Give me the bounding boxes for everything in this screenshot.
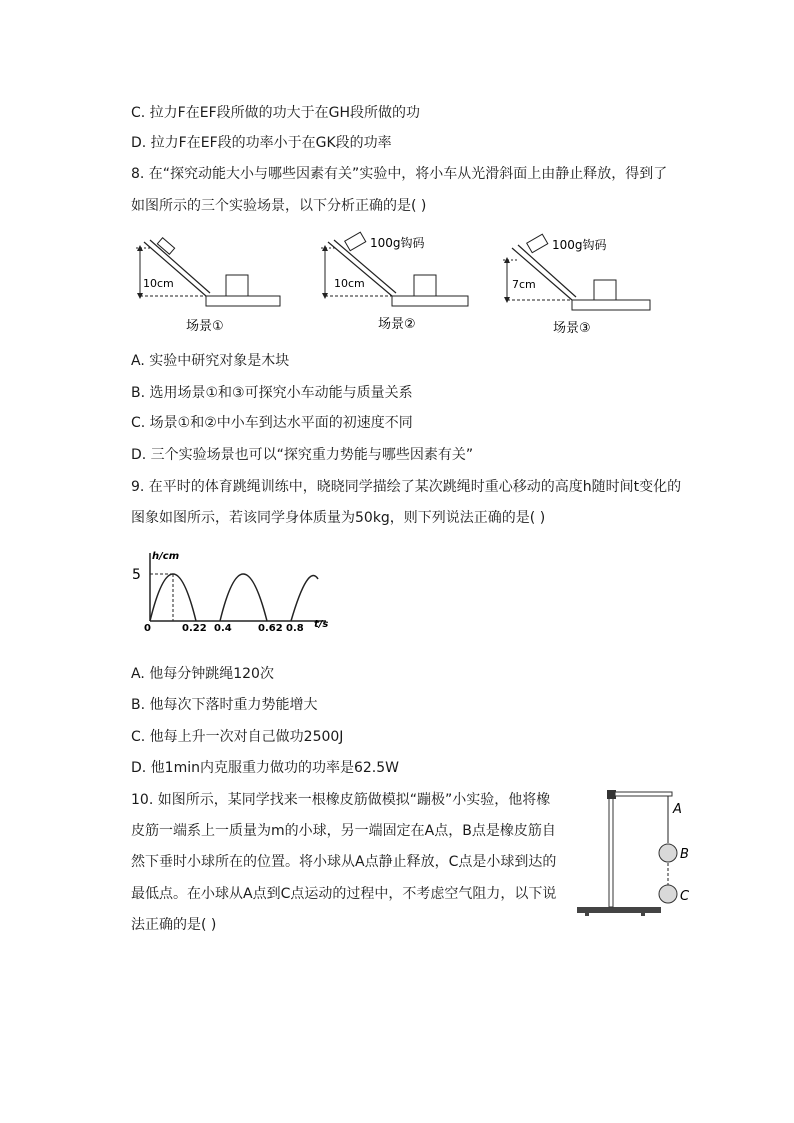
option-c-q9: C. 他每上升一次对自己做功2500J bbox=[131, 729, 344, 745]
option-b-q8: B. 选用场景①和③可探究小车动能与质量关系 bbox=[131, 385, 413, 401]
question-8-stem-cont: 如图所示的三个实验场景，以下分析正确的是( ) bbox=[131, 198, 427, 214]
bungee-apparatus bbox=[575, 785, 700, 920]
point-a-label: A bbox=[673, 802, 682, 817]
option-d-q7: D. 拉力F在EF段的功率小于在GK段的功率 bbox=[131, 135, 392, 151]
scene-3-height: 7cm bbox=[512, 278, 536, 291]
option-a-q8: A. 实验中研究对象是木块 bbox=[131, 353, 290, 369]
question-10-stem-cont-1: 皮筋一端系上一质量为m的小球，另一端固定在A点，B点是橡皮筋自 bbox=[131, 823, 556, 839]
graph-x-tick-4: 0.8 bbox=[286, 623, 304, 634]
question-10-stem-cont-2: 然下垂时小球所在的位置。将小球从A点静止释放，C点是小球到达的 bbox=[131, 854, 557, 870]
question-9-stem: 9. 在平时的体育跳绳训练中，晓晓同学描绘了某次跳绳时重心移动的高度h随时间t变化的 bbox=[131, 479, 682, 495]
scene-3 bbox=[503, 234, 650, 336]
scene-1 bbox=[136, 238, 280, 334]
scene-1-height: 10cm bbox=[143, 277, 174, 290]
option-b-q9: B. 他每次下落时重力势能增大 bbox=[131, 697, 318, 713]
graph-x-label: t/s bbox=[314, 619, 329, 630]
option-a-q9: A. 他每分钟跳绳120次 bbox=[131, 666, 274, 682]
option-c-q8: C. 场景①和②中小车到达水平面的初速度不同 bbox=[131, 415, 413, 431]
question-8-stem: 8. 在“探究动能大小与哪些因素有关”实验中，将小车从光滑斜面上由静止释放，得到了 bbox=[131, 166, 668, 182]
scene-3-caption: 场景③ bbox=[553, 321, 591, 336]
scene-2-weight: 100g钩码 bbox=[370, 236, 425, 250]
graph-y-label: h/cm bbox=[152, 551, 180, 562]
question-10-stem-cont-3: 最低点。在小球从A点到C点运动的过程中，不考虑空气阻力，以下说 bbox=[131, 886, 557, 902]
question-10-stem-cont-4: 法正确的是( ) bbox=[131, 917, 217, 933]
question-9-stem-cont: 图象如图所示，若该同学身体质量为50kg，则下列说法正确的是( ) bbox=[131, 510, 546, 526]
option-c-q7: C. 拉力F在EF段所做的功大于在GH段所做的功 bbox=[131, 105, 421, 121]
graph-y-tick: 5 bbox=[132, 567, 141, 583]
option-d-q9: D. 他1min内克服重力做功的功率是62.5W bbox=[131, 760, 400, 776]
scenes-figure bbox=[128, 230, 668, 342]
scene-3-weight: 100g钩码 bbox=[552, 238, 607, 252]
graph-x-tick-3: 0.62 bbox=[258, 623, 283, 634]
option-d-q8: D. 三个实验场景也可以“探究重力势能与哪些因素有关” bbox=[131, 447, 474, 463]
point-b-label: B bbox=[680, 847, 689, 862]
height-time-graph bbox=[128, 545, 338, 635]
graph-x-tick-2: 0.4 bbox=[214, 623, 232, 634]
point-c-label: C bbox=[680, 889, 690, 904]
scene-1-caption: 场景① bbox=[186, 319, 224, 334]
question-10-stem: 10. 如图所示，某同学找来一根橡皮筋做模拟“蹦极”小实验，他将橡 bbox=[131, 792, 551, 808]
scene-2 bbox=[321, 232, 468, 332]
scene-2-height: 10cm bbox=[334, 277, 365, 290]
graph-x-tick-0: 0 bbox=[144, 623, 151, 634]
graph-x-tick-1: 0.22 bbox=[182, 623, 207, 634]
scene-2-caption: 场景② bbox=[378, 317, 416, 332]
